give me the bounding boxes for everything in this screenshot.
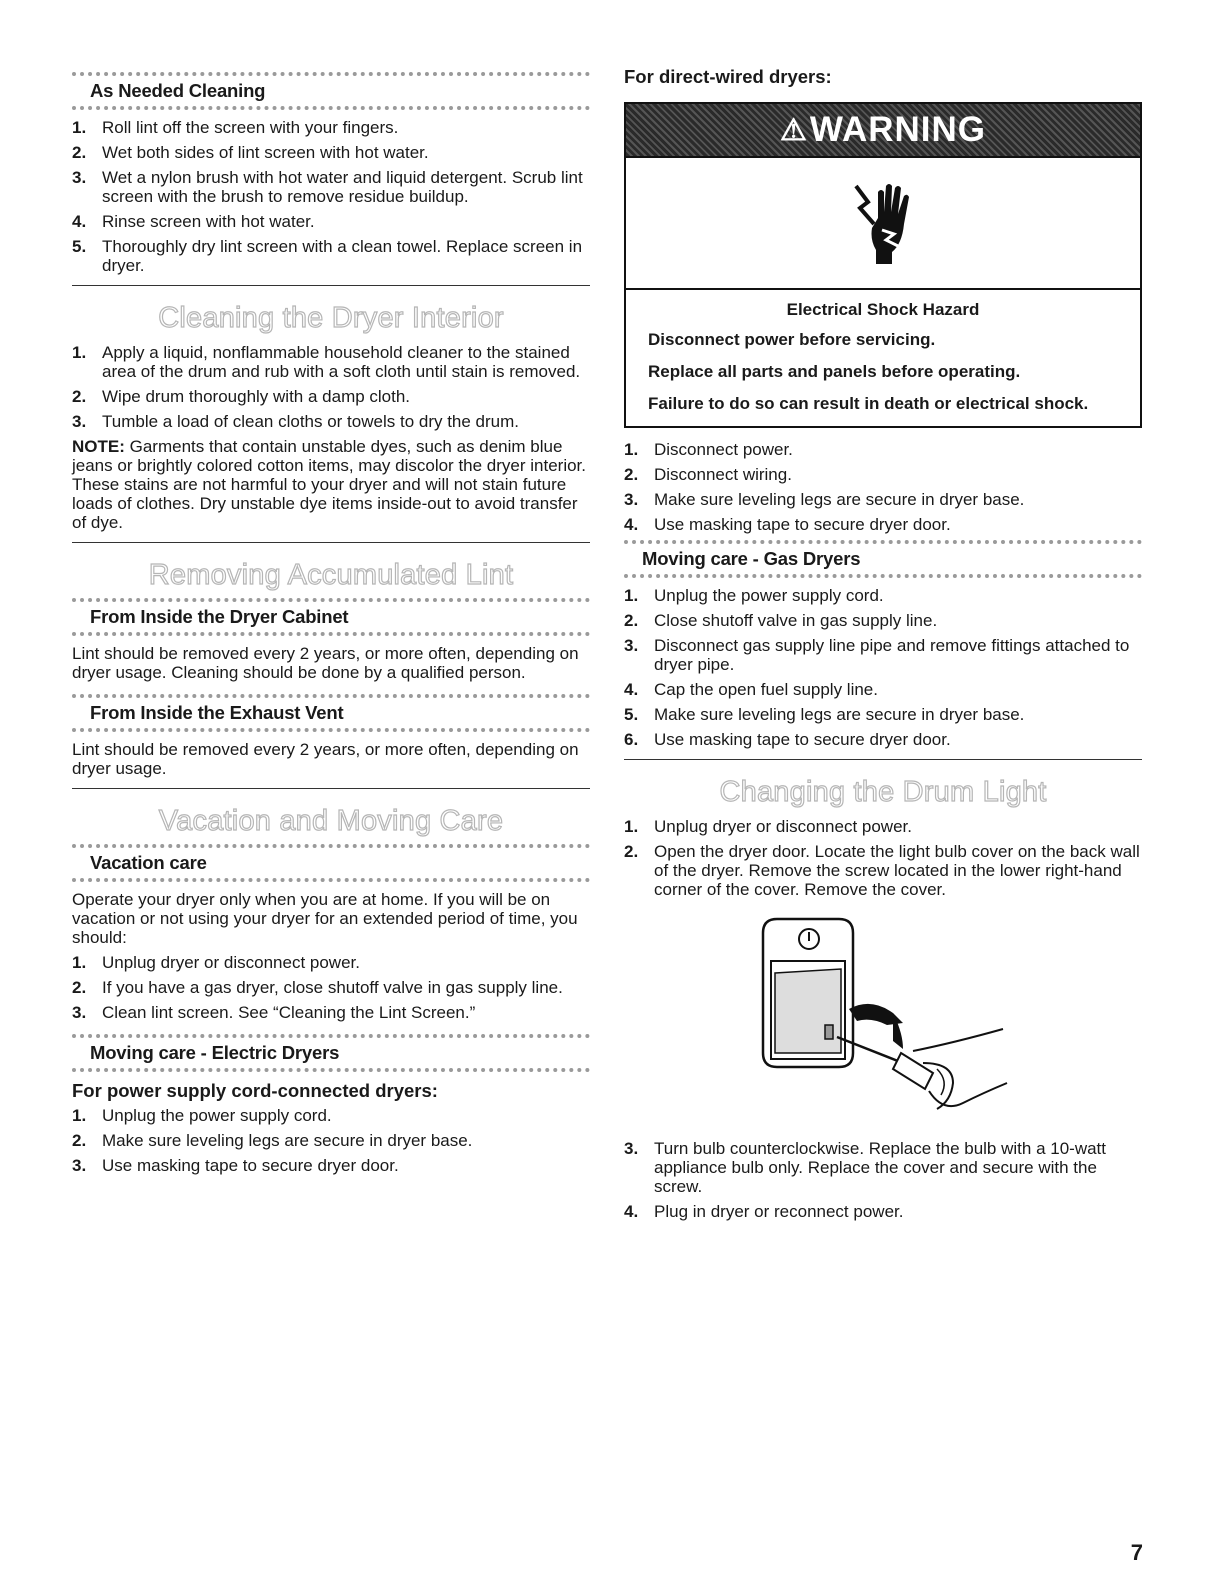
light-bulb-cover-screwdriver-illustration <box>753 913 1013 1123</box>
interior-note <box>72 437 590 532</box>
warning-header <box>626 104 1140 156</box>
page-number: 7 <box>1130 1540 1143 1565</box>
list-item: 2. Make sure leveling legs are secure in dryer base. <box>72 1131 473 1150</box>
list-item: 3. Make sure leveling legs are secure in dryer base. <box>624 490 1025 509</box>
dryer-cabinet-heading: From Inside the Dryer Cabinet <box>72 598 590 636</box>
section-divider <box>72 788 590 789</box>
warning-box <box>624 102 1142 428</box>
vacation-care-heading: Vacation care <box>72 844 590 882</box>
warning-line: Replace all parts and panels before operating. <box>648 362 1021 381</box>
drum-light-steps <box>624 817 1142 899</box>
drum-light-steps-continued <box>624 1139 1142 1221</box>
section-divider <box>624 759 1142 760</box>
warning-icon-area <box>626 156 1140 288</box>
list-item: 6. Use masking tape to secure dryer door. <box>624 730 951 749</box>
list-item: 2. Open the dryer door. Locate the light bulb cover on the back wall of the dryer. Remove the screw located in the lower right-hand corner of the cover. Remove the cover. <box>624 842 1140 899</box>
electrical-shock-hand-icon <box>848 178 918 268</box>
list-item: 3. Tumble a load of clean cloths or towels to dry the drum. <box>72 412 520 431</box>
list-item: 1. Unplug the power supply cord. <box>72 1106 332 1125</box>
exhaust-vent-text: Lint should be removed every 2 years, or more often, depending on dryer usage. <box>72 740 579 778</box>
changing-drum-light-title: Changing the Drum Light <box>719 776 1047 808</box>
bulb-cover-figure <box>624 913 1142 1123</box>
list-item: 3. Turn bulb counterclockwise. Replace the bulb with a 10-watt appliance bulb only. Replace the cover and secure with the screw. <box>624 1139 1106 1196</box>
cord-connected-steps <box>72 1106 590 1175</box>
note-label: NOTE: <box>72 437 125 456</box>
section-divider <box>72 542 590 543</box>
list-item: 2. Wipe drum thoroughly with a damp cloth. <box>72 387 411 406</box>
warning-line: Failure to do so can result in death or electrical shock. <box>648 394 1089 413</box>
list-item: 4. Plug in dryer or reconnect power. <box>624 1202 904 1221</box>
interior-steps <box>72 343 590 431</box>
list-item: 2. Close shutoff valve in gas supply line. <box>624 611 938 630</box>
direct-wired-steps <box>624 440 1142 534</box>
list-item: 1. Apply a liquid, nonflammable household cleaner to the stained area of the drum and rub with a soft cloth until stain is removed. <box>72 343 581 381</box>
list-item: 4. Use masking tape to secure dryer door. <box>624 515 951 534</box>
list-item: 3. Wet a nylon brush with hot water and liquid detergent. Scrub lint screen with the brush to remove residue buildup. <box>72 168 583 206</box>
dryer-cabinet-text: Lint should be removed every 2 years, or more often, depending on dryer usage. Cleaning should be done by a qualified person. <box>72 644 579 682</box>
as-needed-cleaning-heading: As Needed Cleaning <box>72 72 590 110</box>
list-item: 1. Unplug dryer or disconnect power. <box>624 817 912 836</box>
cleaning-dryer-interior-title: Cleaning the Dryer Interior <box>158 302 504 334</box>
warning-body <box>626 288 1140 426</box>
list-item: 1. Unplug the power supply cord. <box>624 586 884 605</box>
moving-gas-heading: Moving care - Gas Dryers <box>624 540 1142 578</box>
warning-heading: WARNING <box>809 110 987 149</box>
vacation-steps <box>72 953 590 1022</box>
as-needed-steps <box>72 118 590 275</box>
moving-electric-heading: Moving care - Electric Dryers <box>72 1034 590 1072</box>
direct-wired-heading: For direct-wired dryers: <box>624 66 832 87</box>
list-item: 1. Roll lint off the screen with your fingers. <box>72 118 399 137</box>
hazard-title: Electrical Shock Hazard <box>786 300 980 319</box>
right-column <box>624 66 1142 1227</box>
list-item: 3. Use masking tape to secure dryer door. <box>72 1156 399 1175</box>
list-item: 5. Make sure leveling legs are secure in dryer base. <box>624 705 1025 724</box>
gas-steps <box>624 586 1142 749</box>
list-item: 4. Cap the open fuel supply line. <box>624 680 878 699</box>
list-item: 5. Thoroughly dry lint screen with a clean towel. Replace screen in dryer. <box>72 237 583 275</box>
section-divider <box>72 285 590 286</box>
list-item: 2. Wet both sides of lint screen with hot water. <box>72 143 429 162</box>
list-item: 3. Disconnect gas supply line pipe and remove fittings attached to dryer pipe. <box>624 636 1130 674</box>
list-item: 4. Rinse screen with hot water. <box>72 212 315 231</box>
note-text: Garments that contain unstable dyes, such as denim blue jeans or brightly colored cotton items, may discolor the dryer interior. These stains are not harmful to your dryer and will not stain future loads of clothes. Dry unstable dye items inside-out to avoid transfer of dye. <box>72 437 587 532</box>
list-item: 1. Disconnect power. <box>624 440 793 459</box>
list-item: 2. Disconnect wiring. <box>624 465 792 484</box>
list-item: 1. Unplug dryer or disconnect power. <box>72 953 360 972</box>
left-column <box>72 66 590 1181</box>
warning-line: Disconnect power before servicing. <box>648 330 936 349</box>
warning-triangle-icon: ⚠ <box>779 113 808 147</box>
removing-accumulated-lint-title: Removing Accumulated Lint <box>148 559 514 591</box>
list-item: 2. If you have a gas dryer, close shutoff valve in gas supply line. <box>72 978 563 997</box>
cord-connected-heading: For power supply cord-connected dryers: <box>72 1080 438 1101</box>
exhaust-vent-heading: From Inside the Exhaust Vent <box>72 694 590 732</box>
list-item: 3. Clean lint screen. See “Cleaning the Lint Screen.” <box>72 1003 476 1022</box>
vacation-care-text: Operate your dryer only when you are at home. If you will be on vacation or not using your dryer for an extended period of time, you should: <box>72 890 578 947</box>
vacation-moving-care-title: Vacation and Moving Care <box>158 805 504 837</box>
